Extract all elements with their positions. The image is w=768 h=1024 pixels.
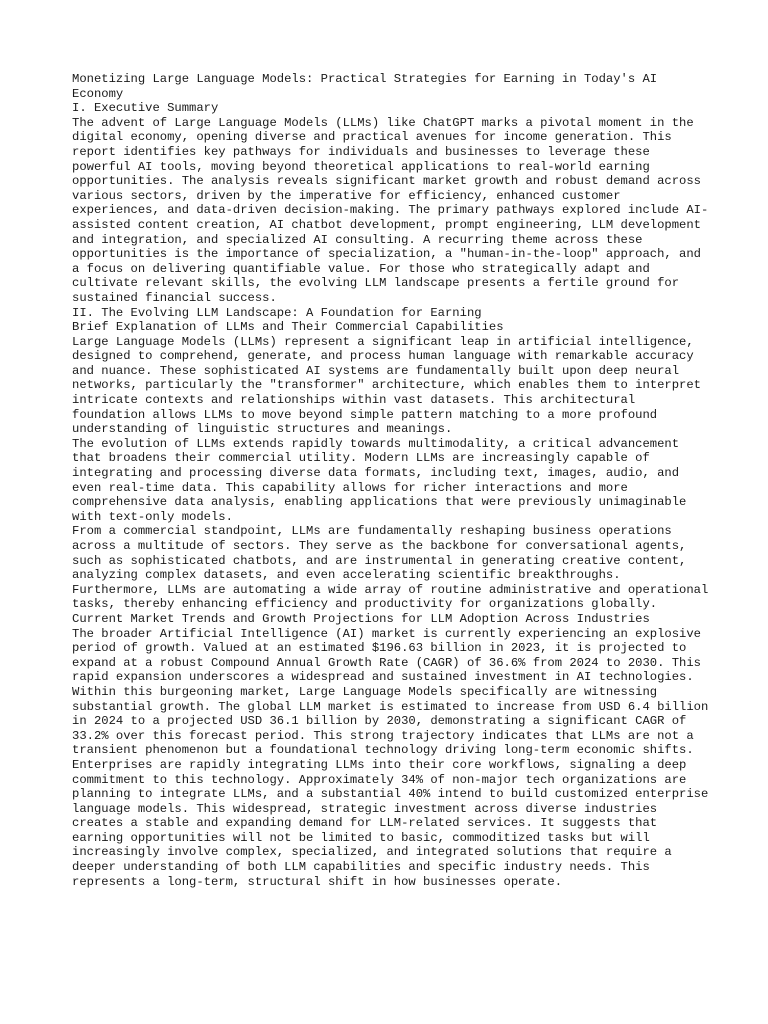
document-title: Monetizing Large Language Models: Practical Strategies for Earning in Today's AI Economy — [72, 72, 658, 101]
paragraph: The evolution of LLMs extends rapidly towards multimodality, a critical advancement that broadens their commercial utility. Modern LLMs are increasingly capable of integrating and processing diverse data formats, including text, images, audio, and even real-time data. This capability allows for richer interactions and more comprehensive data analysis, enabling applications that were previously unimaginable with text-only models. — [72, 436, 687, 524]
paragraph: The broader Artificial Intelligence (AI) market is currently experiencing an explosive period of growth. Valued at an estimated $196.63 billion in 2023, it is projected to expand at a robust Compound Annual Growth Rate (CAGR) of 36.6% from 2024 to 2030. This rapid expansion underscores a widespread and sustained investment in AI technologies. — [72, 626, 701, 685]
paragraph: Within this burgeoning market, Large Language Models specifically are witnessing substantial growth. The global LLM market is estimated to increase from USD 6.4 billion in 2024 to a projected USD 36.1 billion by 2030, demonstrating a significant CAGR of 33.2% over this forecast period. This strong trajectory indicates that LLMs are not a transient phenomenon but a foundational technology driving long-term economic shifts. — [72, 684, 709, 758]
section-heading-executive-summary: I. Executive Summary — [72, 101, 219, 116]
paragraph: Large Language Models (LLMs) represent a significant leap in artificial intelligence, designed to comprehend, generate, and process human language with remarkable accuracy and nuance. These sophisticated AI systems are fundamentally built upon deep neural networks, particularly the "transformer" architecture, which enables them to interpret intricate contexts and relationships within vast datasets. This architectural foundation allows LLMs to move beyond simple pattern matching to a more profound understanding of linguistic structures and meanings. — [72, 334, 701, 437]
subheading-market-trends: Current Market Trends and Growth Projections for LLM Adoption Across Industries — [72, 611, 650, 626]
paragraph: The advent of Large Language Models (LLMs) like ChatGPT marks a pivotal moment in the digital economy, opening diverse and practical avenues for income generation. This report identifies key pathways for individuals and businesses to leverage these powerful AI tools, moving beyond theoretical applications to real-world earning opportunities. The analysis reveals significant market growth and robust demand across various sectors, driven by the imperative for efficiency, enhanced customer experiences, and data-driven decision-making. The primary pathways explored include AI-assisted content creation, AI chatbot development, prompt engineering, LLM development and integration, and specialized AI consulting. A recurring theme across these opportunities is the importance of specialization, a "human-in-the-loop" approach, and a focus on delivering quantifiable value. For those who strategically adapt and cultivate relevant skills, the evolving LLM landscape presents a fertile ground for sustained financial success. — [72, 115, 709, 305]
paragraph: Enterprises are rapidly integrating LLMs into their core workflows, signaling a deep commitment to this technology. Approximately 34% of non-major tech organizations are planning to integrate LLMs, and a substantial 40% intend to build customized enterprise language models. This widespread, strategic investment across diverse industries creates a stable and expanding demand for LLM-related services. It suggests that earning opportunities will not be limited to basic, commoditized tasks but will increasingly involve complex, specialized, and integrated solutions that require a deeper understanding of both LLM capabilities and specific industry needs. This represents a long-term, structural shift in how businesses operate. — [72, 757, 709, 889]
document-page — [72, 72, 712, 889]
paragraph: From a commercial standpoint, LLMs are fundamentally reshaping business operations across a multitude of sectors. They serve as the backbone for conversational agents, such as sophisticated chatbots, and are instrumental in generating creative content, analyzing complex datasets, and even accelerating scientific breakthroughs. Furthermore, LLMs are automating a wide array of routine administrative and operational tasks, thereby enhancing efficiency and productivity for organizations globally. — [72, 524, 709, 612]
section-heading-llm-landscape: II. The Evolving LLM Landscape: A Foundation for Earning — [72, 305, 482, 320]
subheading-llm-capabilities: Brief Explanation of LLMs and Their Commercial Capabilities — [72, 320, 504, 335]
